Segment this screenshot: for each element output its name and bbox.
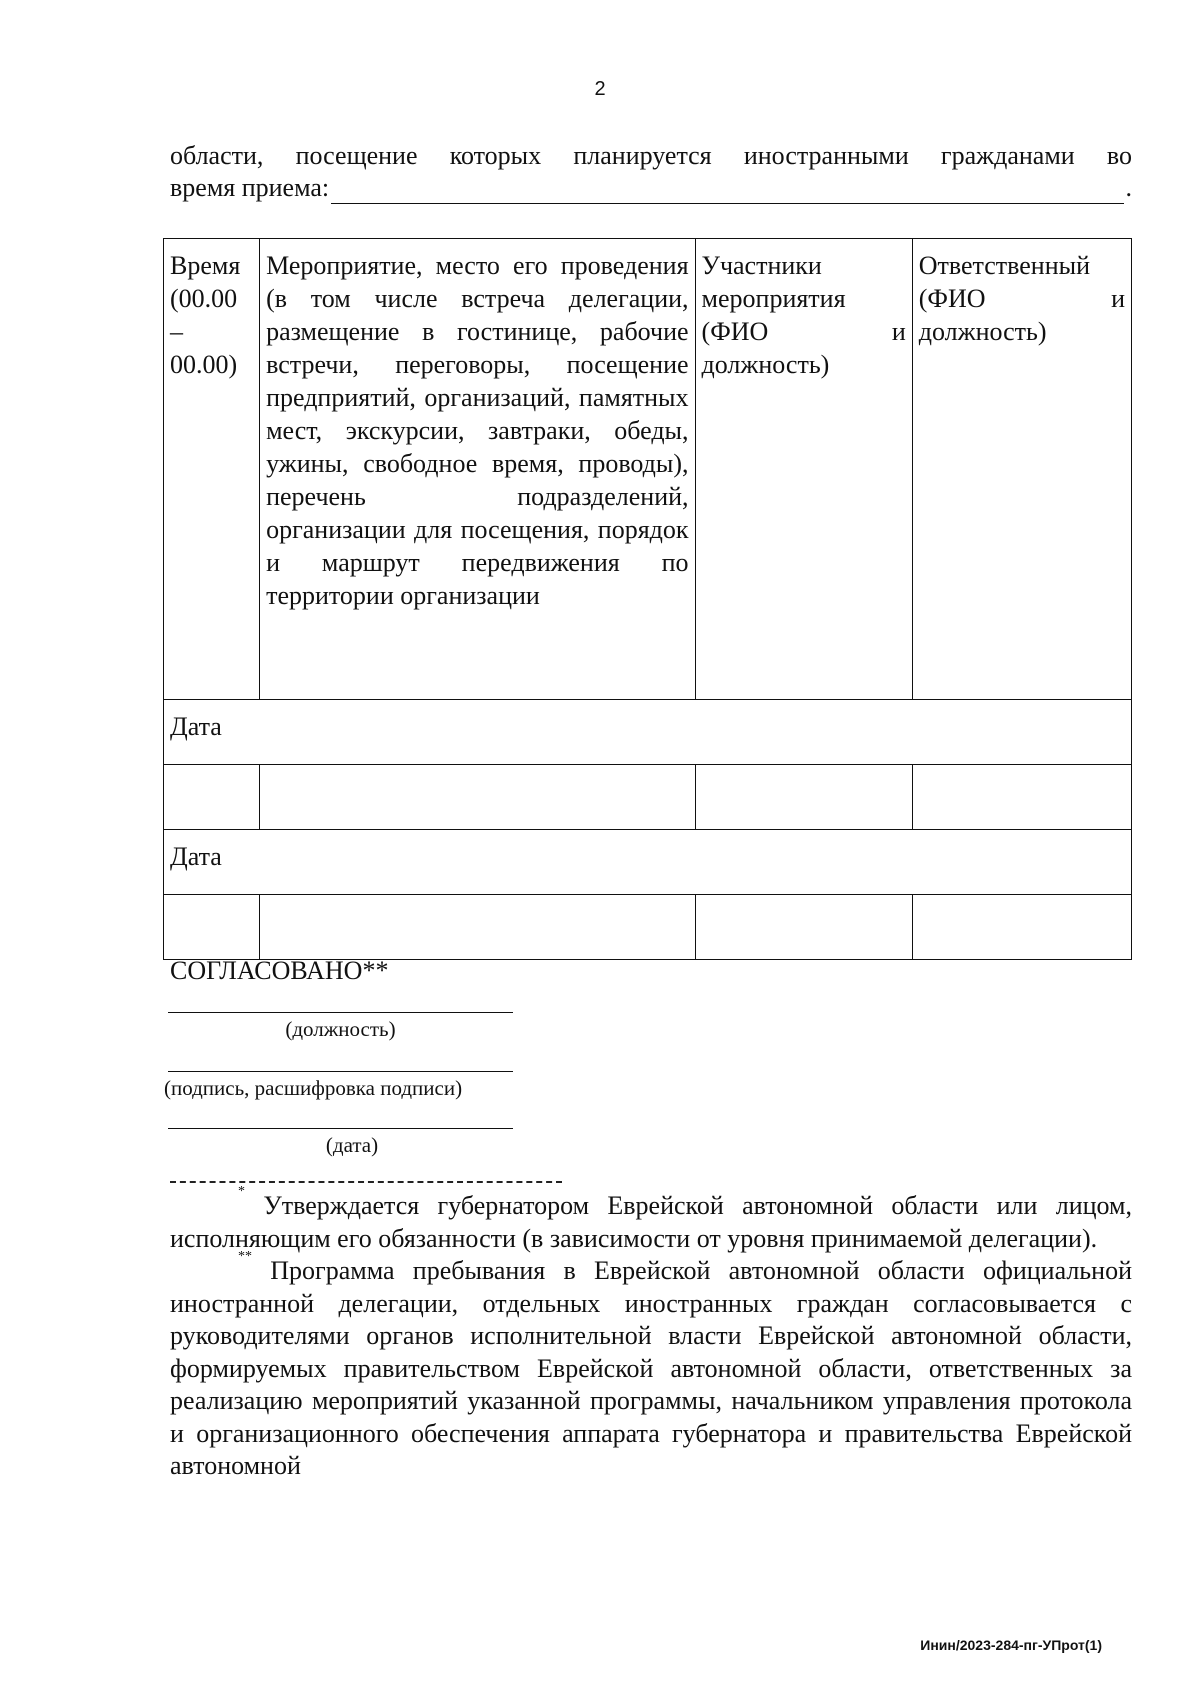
intro-line-1: области, посещение которых планируется иностранными гражданами во bbox=[170, 141, 1132, 170]
empty-cell bbox=[260, 765, 695, 830]
position-line bbox=[168, 1012, 513, 1013]
footnote-1-mark: * bbox=[238, 1184, 245, 1199]
intro-line-2-start: время приема: bbox=[170, 173, 330, 202]
date-row bbox=[164, 700, 1132, 765]
footnote-2-text: Программа пребывания в Еврейской автономной области официальной иностранной делегации, отдельных иностранных граждан согласовывается с руководителями органов исполнительной власти Еврейской автономной области, формируемых правительством Еврейской автономной области, ответственных за реализацию мероприятий указанной программы, начальником управления протокола и организационного обеспечения аппарата губернатора и правительства Еврейской автономной bbox=[170, 1256, 1132, 1480]
table-header-row bbox=[164, 239, 1132, 700]
intro-line-2 bbox=[170, 172, 1132, 204]
table-row bbox=[164, 765, 1132, 830]
signature-caption: (подпись, расшифровка подписи) bbox=[164, 1076, 463, 1100]
header-participants: Участники мероприятия (ФИО и должность) bbox=[695, 239, 912, 700]
footnote-1-text: Утверждается губернатором Еврейской автономной области или лицом, исполняющим его обязанности (в зависимости от уровня принимаемой делегации). bbox=[170, 1191, 1132, 1253]
empty-cell bbox=[164, 895, 260, 960]
date-label: Дата bbox=[164, 700, 1132, 765]
header-time bbox=[164, 239, 260, 700]
footnote-2-mark: ** bbox=[238, 1249, 252, 1264]
header-time-line: Время bbox=[170, 251, 241, 280]
footnote-2 bbox=[170, 1249, 1132, 1483]
approval-title: СОГЛАСОВАНО** bbox=[170, 956, 389, 985]
page-number: 2 bbox=[594, 78, 606, 100]
header-responsible: Ответственный (ФИО и должность) bbox=[912, 239, 1131, 700]
position-caption: (должность) bbox=[285, 1017, 396, 1041]
date-caption: (дата) bbox=[325, 1133, 379, 1157]
date-line bbox=[168, 1128, 513, 1129]
empty-cell bbox=[164, 765, 260, 830]
empty-cell bbox=[695, 765, 912, 830]
intro-paragraph bbox=[170, 140, 1132, 204]
footnote-1 bbox=[170, 1184, 1132, 1255]
footnotes bbox=[170, 1184, 1132, 1483]
date-row bbox=[164, 830, 1132, 895]
signature-line bbox=[168, 1071, 513, 1072]
header-time-line: 00.00) bbox=[170, 350, 238, 379]
program-table bbox=[163, 238, 1132, 960]
empty-cell bbox=[695, 895, 912, 960]
document-code: Инин/2023-284-пг-УПрот(1) bbox=[920, 1637, 1102, 1653]
intro-blank-field bbox=[331, 179, 1123, 204]
empty-cell bbox=[912, 895, 1131, 960]
date-label: Дата bbox=[164, 830, 1132, 895]
empty-cell bbox=[912, 765, 1131, 830]
intro-line-2-end: . bbox=[1125, 173, 1132, 202]
empty-cell bbox=[260, 895, 695, 960]
header-time-line: – bbox=[170, 317, 183, 346]
table-row bbox=[164, 895, 1132, 960]
footnote-separator bbox=[170, 1181, 562, 1183]
header-event: Мероприятие, место его проведения (в том числе встреча делегации, размещение в гостинице, рабочие встречи, переговоры, посещение предприятий, организаций, памятных мест, экскурсии, завтраки, обеды, ужины, свободное время, проводы), перечень подразделений, организации для посещения, порядок и маршрут передвижения по территории организации bbox=[260, 239, 695, 700]
header-time-line: (00.00 bbox=[170, 284, 238, 313]
